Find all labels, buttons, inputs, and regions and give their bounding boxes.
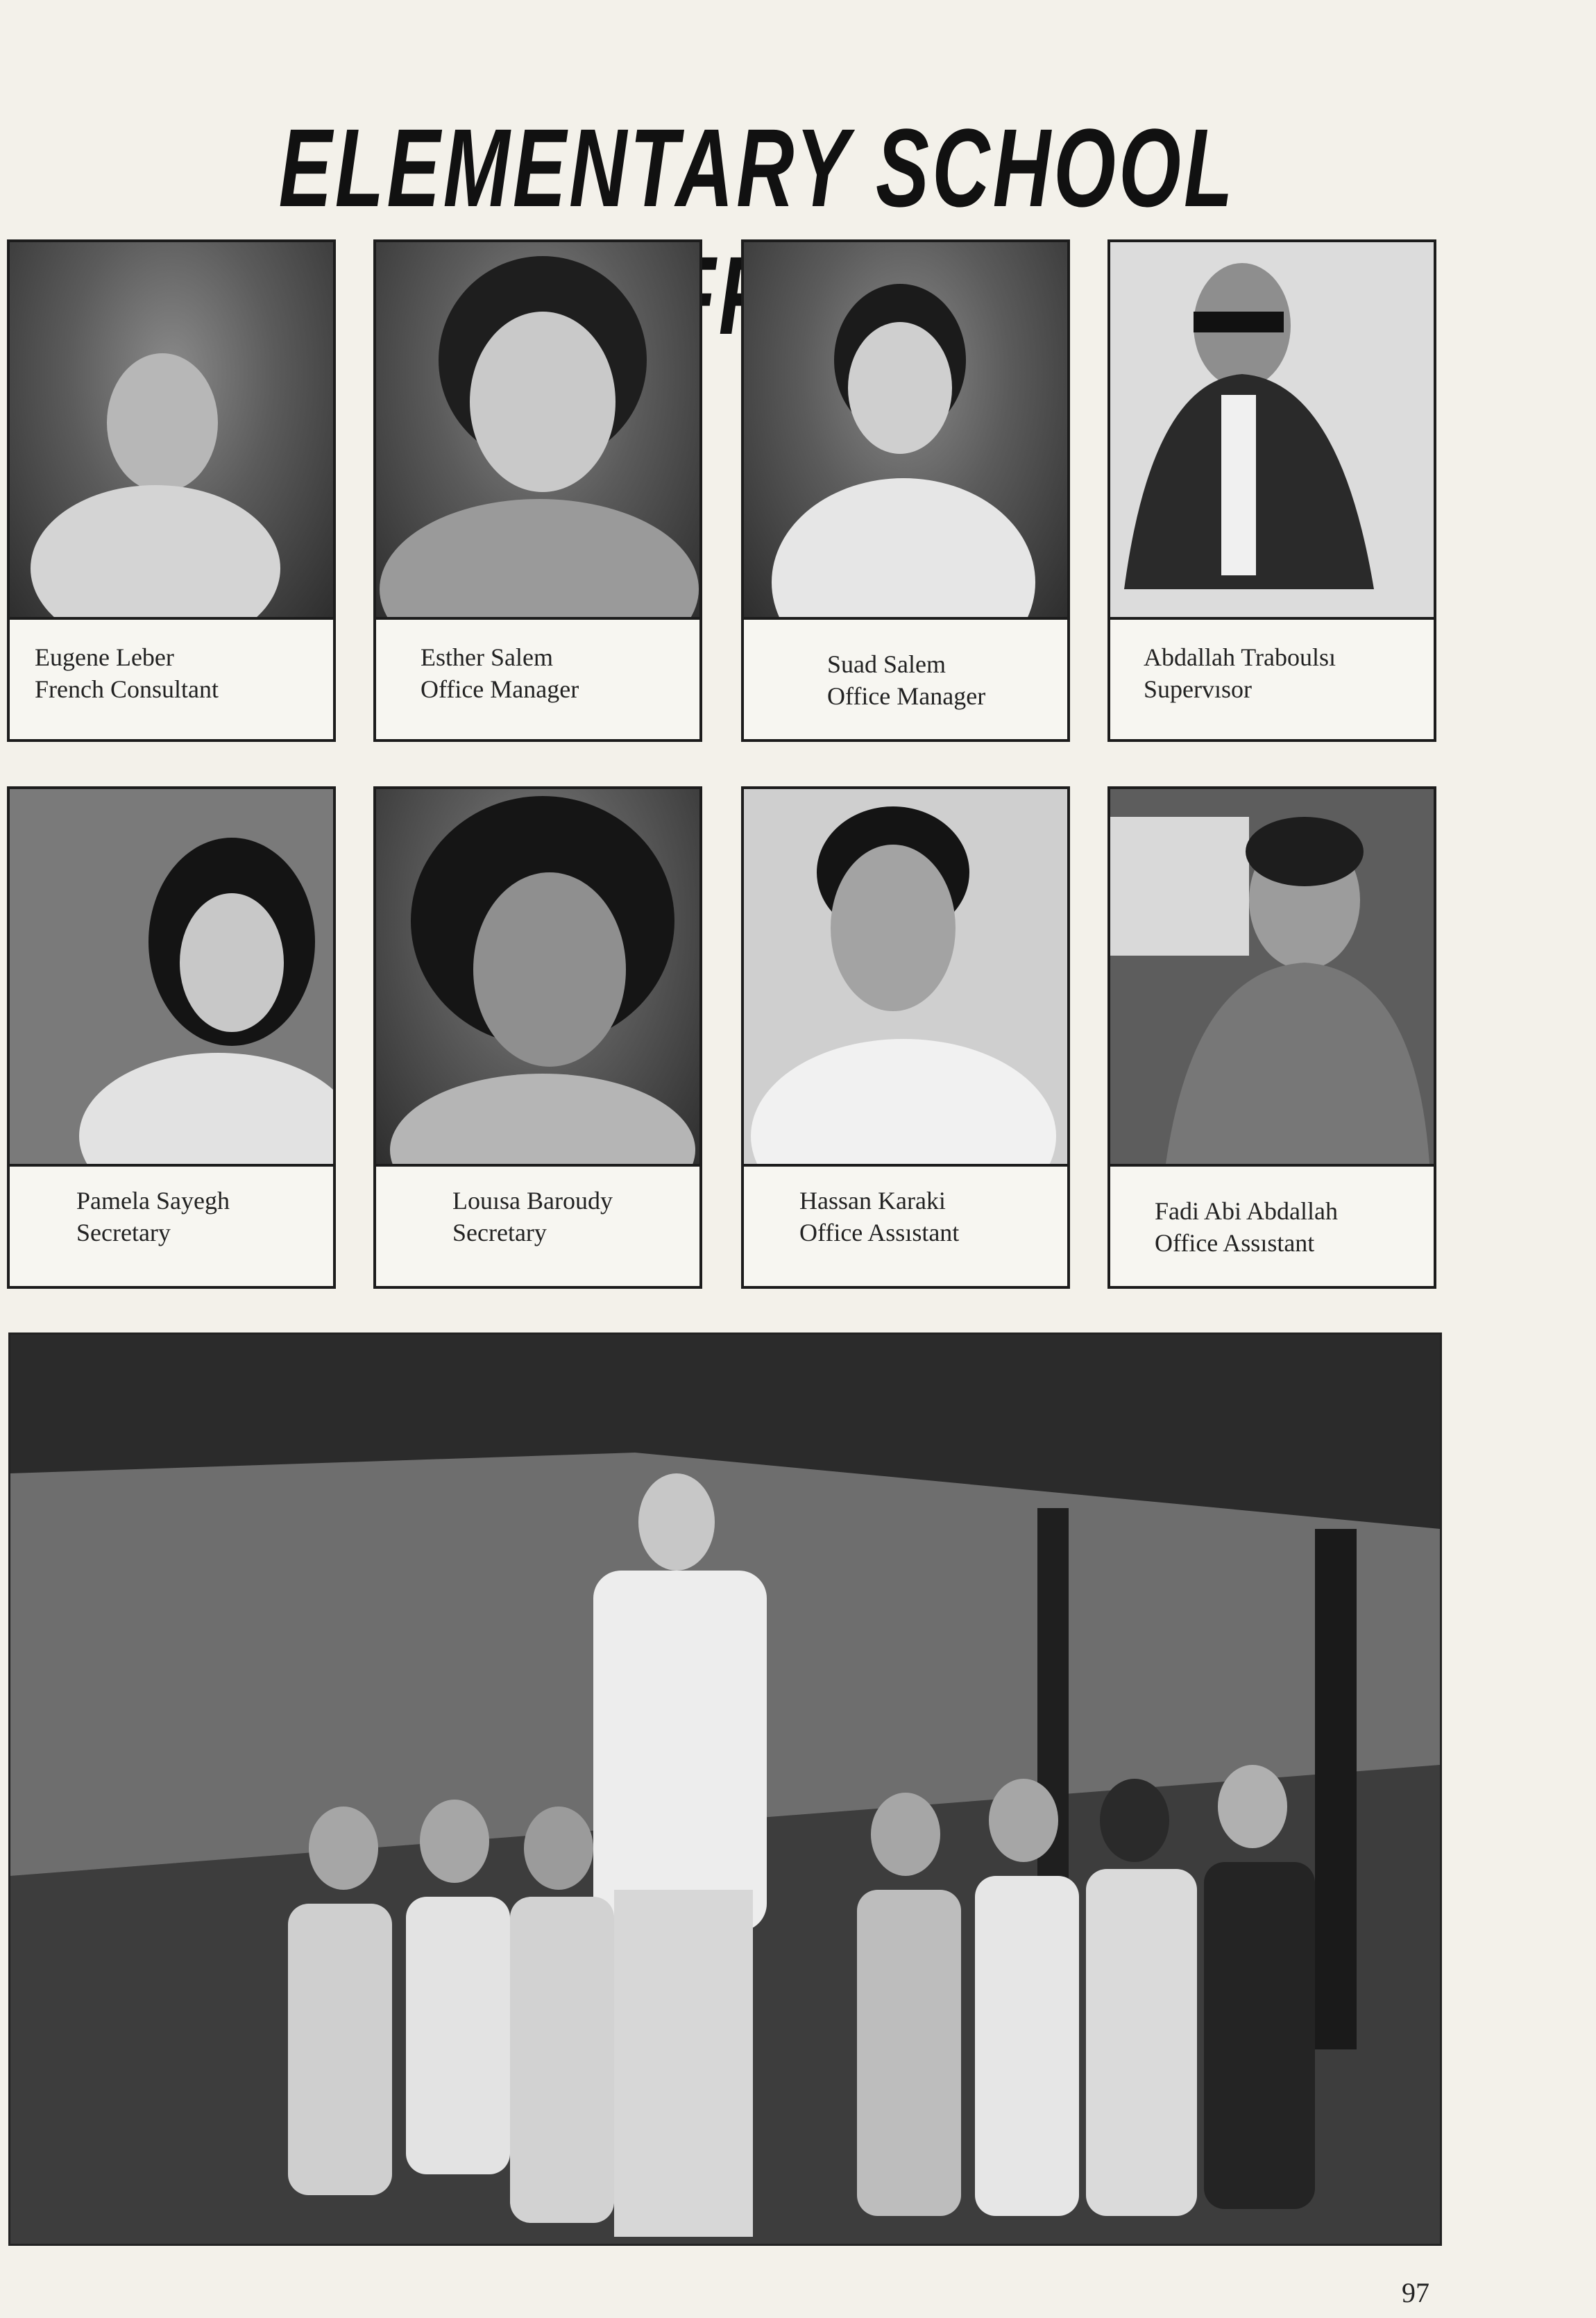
staff-name: Eugene Leber xyxy=(35,643,174,671)
group-photo xyxy=(8,1333,1442,2246)
staff-role: Secretary xyxy=(452,1219,547,1246)
staff-role: Office Manager xyxy=(827,682,986,710)
staff-name: Esther Salem xyxy=(421,643,553,671)
staff-name: Suad Salem xyxy=(827,650,946,678)
portrait-photo xyxy=(1110,789,1434,1167)
portrait-photo xyxy=(10,242,333,620)
portrait-photo xyxy=(376,242,699,620)
staff-role: Office Assıstant xyxy=(1155,1229,1315,1257)
staff-role: Office Manager xyxy=(421,675,579,703)
staff-card-louisa-baroudy xyxy=(373,786,702,1289)
staff-caption xyxy=(827,648,1119,712)
portrait-photo xyxy=(744,242,1067,620)
staff-caption xyxy=(799,1185,1091,1249)
staff-name: Abdallah Traboulsı xyxy=(1144,643,1336,671)
staff-card-esther-salem xyxy=(373,239,702,742)
staff-caption xyxy=(76,1185,368,1249)
staff-caption xyxy=(1144,641,1435,705)
portrait-photo xyxy=(376,789,699,1167)
staff-caption xyxy=(1155,1195,1446,1259)
staff-card-fadi-abi-abdallah xyxy=(1107,786,1436,1289)
staff-caption xyxy=(35,641,326,705)
staff-role: French Consultant xyxy=(35,675,219,703)
staff-card-hassan-karaki xyxy=(741,786,1070,1289)
staff-role: Office Assıstant xyxy=(799,1219,960,1246)
staff-role: Supervısor xyxy=(1144,675,1252,703)
staff-caption xyxy=(452,1185,744,1249)
portrait-photo xyxy=(1110,242,1434,620)
page-number: 97 xyxy=(1402,2277,1429,2308)
staff-name: Hassan Karaki xyxy=(799,1187,946,1215)
staff-card-suad-salem xyxy=(741,239,1070,742)
page-title: ELEMENTARY SCHOOL xyxy=(278,105,1236,230)
staff-caption xyxy=(421,641,712,705)
staff-card-abdallah-traboulsi xyxy=(1107,239,1436,742)
staff-name: Pamela Sayegh xyxy=(76,1187,230,1215)
staff-role: Secretary xyxy=(76,1219,171,1246)
portrait-photo xyxy=(10,789,333,1167)
portrait-photo xyxy=(744,789,1067,1167)
staff-name: Fadi Abi Abdallah xyxy=(1155,1197,1338,1225)
staff-card-pamela-sayegh xyxy=(7,786,336,1289)
staff-card-eugene-leber xyxy=(7,239,336,742)
staff-name: Louısa Baroudy xyxy=(452,1187,613,1215)
